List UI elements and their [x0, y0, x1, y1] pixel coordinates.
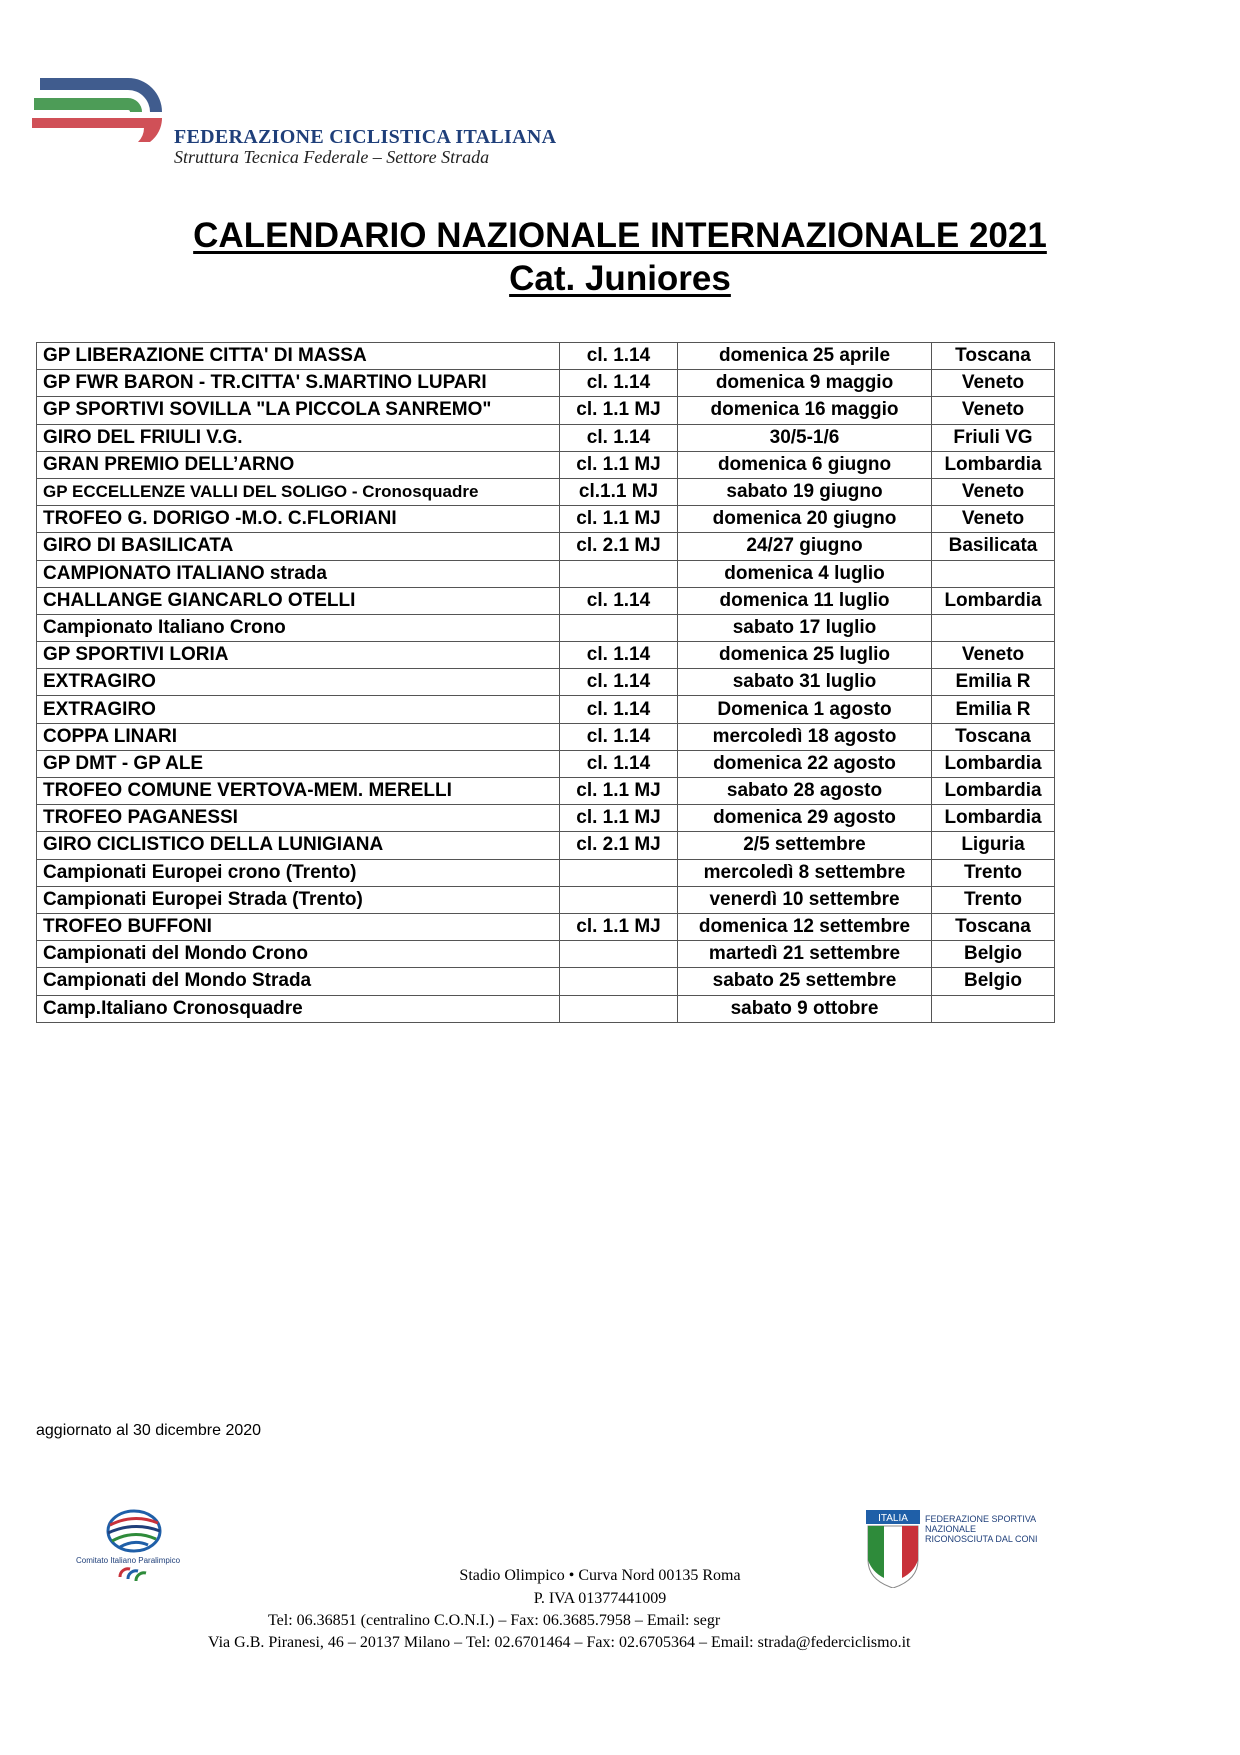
race-region-text: Veneto [961, 644, 1025, 666]
race-class-text: cl. 1.14 [586, 725, 651, 747]
race-class-text: cl. 1.14 [586, 345, 651, 367]
race-name [37, 913, 560, 940]
race-name-text: GIRO CICLISTICO DELLA LUNIGIANA [43, 834, 384, 856]
race-date-text: sabato 31 luglio [732, 671, 877, 693]
race-date [678, 805, 932, 832]
race-date [678, 478, 932, 505]
race-class-text: cl. 2.1 MJ [576, 535, 661, 557]
race-class [560, 941, 678, 968]
race-name [37, 560, 560, 587]
race-date-text: 2/5 settembre [743, 834, 866, 856]
calendar-table [36, 342, 1055, 1023]
race-name [37, 587, 560, 614]
race-region [932, 424, 1055, 451]
race-date [678, 886, 932, 913]
race-class [560, 859, 678, 886]
race-name-text: CAMPIONATO ITALIANO strada [43, 562, 327, 584]
race-region [932, 451, 1055, 478]
race-region [932, 995, 1055, 1022]
race-region [932, 533, 1055, 560]
race-name [37, 805, 560, 832]
race-date-text: domenica 12 settembre [698, 916, 911, 938]
race-name-suffix: - Cronosquadre [347, 482, 479, 502]
race-class-text: cl. 1.14 [586, 671, 651, 693]
race-class-text: cl. 1.14 [586, 644, 651, 666]
race-region-text: Veneto [961, 372, 1025, 394]
fci-logo [32, 72, 172, 144]
race-class-text: cl. 1.1 MJ [576, 508, 661, 530]
table-row [37, 778, 1055, 805]
race-name [37, 397, 560, 424]
race-class [560, 478, 678, 505]
race-name [37, 424, 560, 451]
race-date-text: sabato 25 settembre [712, 970, 897, 992]
race-name-text: GIRO DI BASILICATA [43, 535, 234, 557]
race-region [932, 614, 1055, 641]
race-class [560, 424, 678, 451]
table-row [37, 750, 1055, 777]
race-class-text: cl. 1.14 [586, 589, 651, 611]
table-row [37, 886, 1055, 913]
race-date [678, 696, 932, 723]
race-name-text: GP FWR BARON - TR.CITTA' S.MARTINO LUPARI [43, 372, 487, 394]
table-row [37, 370, 1055, 397]
table-row [37, 832, 1055, 859]
race-region-text: Veneto [961, 399, 1025, 421]
race-class [560, 750, 678, 777]
race-date-text: sabato 9 ottobre [730, 997, 879, 1019]
race-region-text: Emilia R [955, 698, 1031, 720]
race-date-text: venerdì 10 settembre [709, 888, 900, 910]
table-row [37, 669, 1055, 696]
race-region-text: Lombardia [944, 780, 1042, 802]
race-name [37, 696, 560, 723]
race-name-text: GP ECCELLENZE VALLI DEL SOLIGO [43, 482, 348, 502]
race-name [37, 506, 560, 533]
table-row [37, 424, 1055, 451]
race-date-text: domenica 16 maggio [710, 399, 899, 421]
race-date [678, 642, 932, 669]
race-region [932, 805, 1055, 832]
race-class [560, 587, 678, 614]
race-name-text: EXTRAGIRO [43, 671, 156, 693]
race-date [678, 614, 932, 641]
race-name [37, 859, 560, 886]
race-class [560, 614, 678, 641]
race-date [678, 343, 932, 370]
race-date [678, 913, 932, 940]
race-date-text: domenica 20 giugno [712, 508, 897, 530]
race-region-text: Toscana [955, 725, 1031, 747]
race-name [37, 886, 560, 913]
race-region [932, 859, 1055, 886]
race-class-text: cl. 1.1 MJ [576, 780, 661, 802]
race-date-text: mercoledì 8 settembre [703, 861, 906, 883]
race-class [560, 995, 678, 1022]
race-region [932, 642, 1055, 669]
race-region-text: Belgio [963, 970, 1023, 992]
table-row [37, 859, 1055, 886]
race-date-text: domenica 11 luglio [719, 589, 890, 611]
race-region-text: Toscana [955, 916, 1031, 938]
race-date [678, 397, 932, 424]
race-region [932, 696, 1055, 723]
race-date [678, 995, 932, 1022]
table-row [37, 913, 1055, 940]
race-name [37, 995, 560, 1022]
race-class [560, 723, 678, 750]
federation-name: FEDERAZIONE CICLISTICA ITALIANA [174, 126, 557, 148]
race-date [678, 560, 932, 587]
race-region [932, 370, 1055, 397]
race-class-text: cl. 1.1 MJ [576, 807, 661, 829]
race-region-text: Friuli VG [953, 426, 1033, 448]
race-class-text: cl. 1.1 MJ [576, 399, 661, 421]
race-name-text: GRAN PREMIO DELL’ARNO [43, 453, 295, 475]
page-subtitle: Cat. Juniores [509, 259, 731, 298]
federation-subtitle: Struttura Tecnica Federale – Settore Strada [174, 147, 490, 167]
race-class [560, 343, 678, 370]
race-class-text: cl. 1.1 MJ [576, 916, 661, 938]
race-date-text: domenica 22 agosto [713, 752, 896, 774]
race-name-text: TROFEO BUFFONI [43, 916, 212, 938]
table-row [37, 587, 1055, 614]
race-name-text: GP SPORTIVI LORIA [43, 644, 229, 666]
race-region-text: Emilia R [955, 671, 1031, 693]
race-class-text: cl. 1.14 [586, 698, 651, 720]
race-region-text: Liguria [961, 834, 1025, 856]
race-name-text: GIRO DEL FRIULI V.G. [43, 426, 243, 448]
race-region [932, 397, 1055, 424]
race-date [678, 941, 932, 968]
race-class [560, 696, 678, 723]
race-class [560, 642, 678, 669]
footer-vat: P. IVA 01377441009 [533, 1590, 667, 1607]
race-date [678, 533, 932, 560]
race-region [932, 886, 1055, 913]
race-class [560, 370, 678, 397]
race-class-text: cl. 1.14 [586, 372, 651, 394]
table-row [37, 343, 1055, 370]
race-date-text: Domenica 1 agosto [717, 698, 892, 720]
race-class [560, 533, 678, 560]
race-region-text: Belgio [963, 943, 1023, 965]
race-date [678, 750, 932, 777]
race-name [37, 778, 560, 805]
race-region-text: Lombardia [944, 589, 1042, 611]
race-name-text: GP SPORTIVI SOVILLA "LA PICCOLA SANREMO" [43, 399, 492, 421]
race-name-text: Campionati Europei Strada (Trento) [43, 888, 363, 910]
table-row [37, 941, 1055, 968]
race-date-text: 24/27 giugno [746, 535, 863, 557]
race-name [37, 750, 560, 777]
race-class [560, 451, 678, 478]
race-name [37, 370, 560, 397]
race-date [678, 778, 932, 805]
race-date-text: sabato 19 giugno [726, 481, 883, 503]
race-region-text: Lombardia [944, 807, 1042, 829]
race-region [932, 913, 1055, 940]
race-class [560, 560, 678, 587]
race-region-text: Trento [963, 861, 1023, 883]
table-row [37, 397, 1055, 424]
race-class-text: cl. 1.14 [586, 752, 651, 774]
race-name [37, 723, 560, 750]
race-region [932, 723, 1055, 750]
race-class-text: cl. 2.1 MJ [576, 834, 661, 856]
race-date [678, 424, 932, 451]
race-name-text: Campionati del Mondo Crono [43, 943, 308, 965]
race-name-text: Campionati Europei crono (Trento) [43, 861, 357, 883]
race-date-text: domenica 25 luglio [718, 644, 891, 666]
update-note: aggiornato al 30 dicembre 2020 [36, 1422, 262, 1439]
table-row [37, 968, 1055, 995]
race-date [678, 968, 932, 995]
race-name [37, 642, 560, 669]
table-row [37, 642, 1055, 669]
race-region [932, 343, 1055, 370]
race-name-text: Camp.Italiano Cronosquadre [43, 997, 303, 1019]
race-class-text: cl.1.1 MJ [578, 481, 659, 503]
race-name [37, 451, 560, 478]
race-region-text: Veneto [961, 481, 1025, 503]
coni-badge-text: ITALIA [878, 1513, 908, 1524]
race-date [678, 669, 932, 696]
page-title: CALENDARIO NAZIONALE INTERNAZIONALE 2021 [193, 216, 1047, 255]
race-region-text: Basilicata [948, 535, 1038, 557]
table-row [37, 696, 1055, 723]
race-name-text: Campionato Italiano Crono [43, 616, 286, 638]
race-date-text: domenica 9 maggio [715, 372, 894, 394]
race-date [678, 370, 932, 397]
race-class-text: cl. 1.1 MJ [576, 453, 661, 475]
race-region [932, 941, 1055, 968]
table-row [37, 614, 1055, 641]
footer-contacts-milan: Via G.B. Piranesi, 46 – 20137 Milano – Tel: 02.6701464 – Fax: 02.6705364 – Email: strada@federciclismo.it [208, 1634, 911, 1651]
race-class [560, 506, 678, 533]
race-region [932, 478, 1055, 505]
race-name [37, 614, 560, 641]
race-date-text: 30/5-1/6 [769, 426, 840, 448]
race-name [37, 533, 560, 560]
race-region [932, 778, 1055, 805]
race-region [932, 506, 1055, 533]
table-row [37, 478, 1055, 505]
race-name [37, 941, 560, 968]
race-region [932, 832, 1055, 859]
race-name-text: TROFEO PAGANESSI [43, 807, 238, 829]
race-name-text: COPPA LINARI [43, 725, 178, 747]
race-name-text: GP LIBERAZIONE CITTA' DI MASSA [43, 345, 367, 367]
calendar-body [37, 343, 1055, 1023]
cip-label: Comitato Italiano Paralimpico [76, 1556, 181, 1565]
race-region-text: Lombardia [944, 752, 1042, 774]
race-class [560, 886, 678, 913]
race-region-text: Toscana [955, 345, 1031, 367]
race-class [560, 968, 678, 995]
table-row [37, 995, 1055, 1022]
race-class [560, 913, 678, 940]
race-date-text: sabato 17 luglio [732, 616, 877, 638]
table-row [37, 560, 1055, 587]
race-class [560, 832, 678, 859]
table-row [37, 805, 1055, 832]
race-date [678, 506, 932, 533]
race-date-text: domenica 29 agosto [713, 807, 896, 829]
race-name [37, 478, 560, 505]
race-date-text: mercoledì 18 agosto [712, 725, 897, 747]
race-name-text: CHALLANGE GIANCARLO OTELLI [43, 589, 356, 611]
race-name-text: GP DMT - GP ALE [43, 752, 204, 774]
race-name-text: TROFEO COMUNE VERTOVA-MEM. MERELLI [43, 780, 452, 802]
race-name [37, 343, 560, 370]
table-row [37, 506, 1055, 533]
race-date [678, 723, 932, 750]
race-region [932, 669, 1055, 696]
race-date-text: martedì 21 settembre [708, 943, 901, 965]
footer-address: Stadio Olimpico • Curva Nord 00135 Roma [459, 1567, 741, 1584]
race-date-text: domenica 6 giugno [717, 453, 892, 475]
race-region-text: Veneto [961, 508, 1025, 530]
race-class [560, 805, 678, 832]
race-date [678, 587, 932, 614]
table-row [37, 723, 1055, 750]
race-region [932, 750, 1055, 777]
race-date [678, 832, 932, 859]
race-region-text: Trento [963, 888, 1023, 910]
race-date-text: sabato 28 agosto [726, 780, 883, 802]
race-date-text: domenica 4 luglio [724, 562, 885, 584]
race-region-text: Lombardia [944, 453, 1042, 475]
race-name [37, 669, 560, 696]
race-name-text: Campionati del Mondo Strada [43, 970, 312, 992]
race-name-text: EXTRAGIRO [43, 698, 156, 720]
race-class-text: cl. 1.14 [586, 426, 651, 448]
coni-text: FEDERAZIONE SPORTIVA NAZIONALE RICONOSCIUTA DAL CONI [925, 1514, 1038, 1544]
race-region [932, 560, 1055, 587]
race-region [932, 968, 1055, 995]
race-class [560, 778, 678, 805]
table-row [37, 533, 1055, 560]
table-row [37, 451, 1055, 478]
race-region [932, 587, 1055, 614]
race-name [37, 968, 560, 995]
race-date-text: domenica 25 aprile [718, 345, 891, 367]
race-date [678, 451, 932, 478]
race-date [678, 859, 932, 886]
race-name-text: TROFEO G. DORIGO -M.O. C.FLORIANI [43, 508, 397, 530]
footer-contacts-rome: Tel: 06.36851 (centralino C.O.N.I.) – Fax: 06.3685.7958 – Email: segr [268, 1612, 721, 1629]
race-class [560, 397, 678, 424]
race-name [37, 832, 560, 859]
race-class [560, 669, 678, 696]
